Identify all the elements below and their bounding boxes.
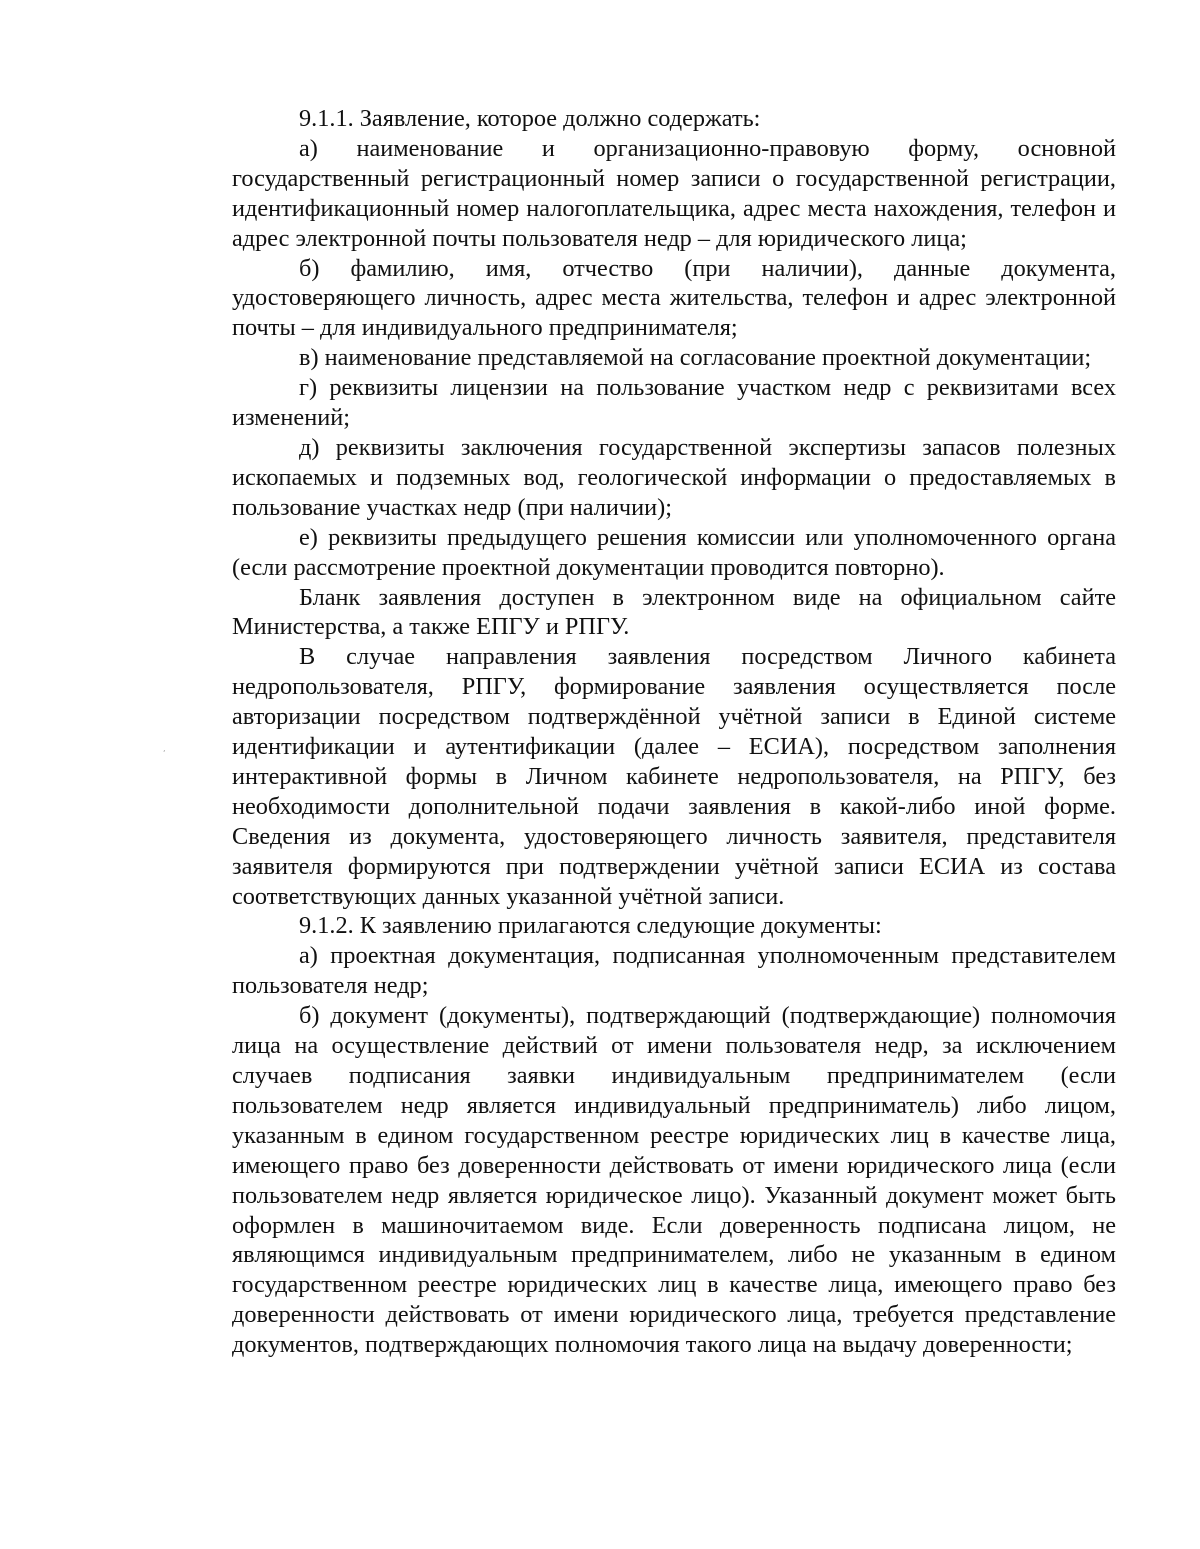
paragraph-attachment-a: а) проектная документация, подписанная уполномоченным представителем пользователя недр; [232,942,1116,1000]
paragraph-item-g: г) реквизиты лицензии на пользование участком недр с реквизитами всех изменений; [232,374,1116,432]
document-body [232,104,1116,1360]
paragraph-personal-cabinet: В случае направления заявления посредством Личного кабинета недропользователя, РПГУ, формирование заявления осуществляется после авторизации посредством подтверждённой учётной записи в Единой системе идентификации и аутентификации (далее – ЕСИА), посредством заполнения интерактивной формы в Личном кабинете недропользователя, на РПГУ, без необходимости дополнительной подачи заявления в какой-либо иной форме. Сведения из документа, удостоверяющего личность заявителя, представителя заявителя формируются при подтверждении учётной записи ЕСИА из состава соответствующих данных указанной учётной записи. [232,643,1116,910]
paragraph-item-e: е) реквизиты предыдущего решения комиссии или уполномоченного органа (если рассмотрение проектной документации проводится повторно). [232,523,1116,581]
paragraph-item-d: д) реквизиты заключения государственной экспертизы запасов полезных ископаемых и подземных вод, геологической информации о предоставляемых в пользование участках недр (при наличии); [232,433,1116,521]
scan-speck-mark: , [163,744,166,753]
paragraph-9-1-1-heading: 9.1.1. Заявление, которое должно содержать: [299,105,761,132]
paragraph-item-v: в) наименование представляемой на согласование проектной документации; [299,344,1092,372]
paragraph-9-1-2-heading: 9.1.2. К заявлению прилагаются следующие документы: [299,912,882,940]
paragraph-attachment-b: б) документ (документы), подтверждающий (подтверждающие) полномочия лица на осуществление действий от имени пользователя недр, за исключением случаев подписания заявки индивидуальным предпринимателем (если пользователем недр является индивидуальный предприниматель) либо лицом, указанным в едином государственном реестре юридических лиц в качестве лица, имеющего право без доверенности действовать от имени юридического лица (если пользователем недр является юридическое лицо). Указанный документ может быть оформлен в машиночитаемом виде. Если доверенность подписана лицом, не являющимся индивидуальным предпринимателем, либо не указанным в едином государственном реестре юридических лиц в качестве лица, имеющего право без доверенности действовать от имени юридического лица, требуется представление документов, подтверждающих полномочия такого лица на выдачу доверенности; [232,1002,1116,1359]
paragraph-blank-availability: Бланк заявления доступен в электронном виде на официальном сайте Министерства, а также ЕПГУ и РПГУ. [232,583,1116,641]
paragraph-item-b: б) фамилию, имя, отчество (при наличии), данные документа, удостоверяющего личность, адрес места жительства, телефон и адрес электронной почты – для индивидуального предпринимателя; [232,254,1116,342]
paragraph-item-a: а) наименование и организационно-правовую форму, основной государственный регистрационный номер записи о государственной регистрации, идентификационный номер налогоплательщика, адрес места нахождения, телефон и адрес электронной почты пользователя недр – для юридического лица; [232,134,1116,252]
